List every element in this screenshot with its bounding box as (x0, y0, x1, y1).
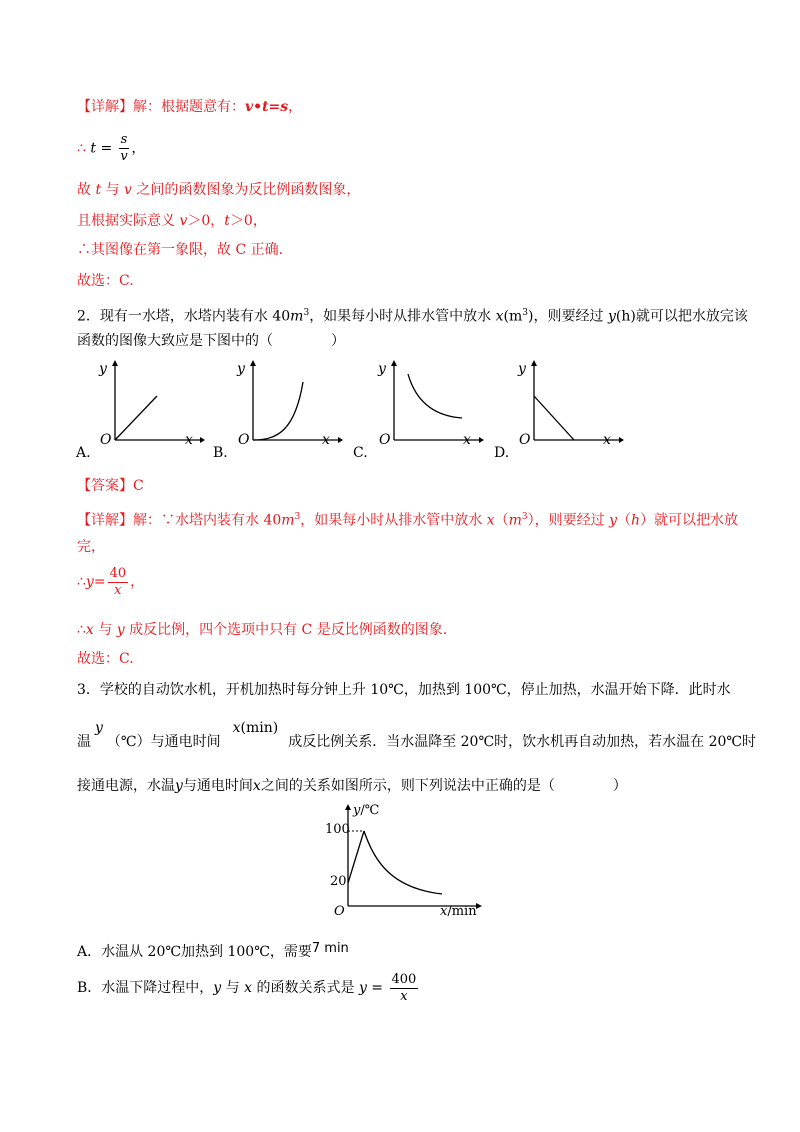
q2-detail-y: y (609, 512, 618, 529)
q3-stem-line2 (77, 714, 756, 754)
q2-frac (108, 566, 129, 599)
q3-line2-y: y (95, 720, 103, 736)
q1-equation: v•t=s (245, 99, 289, 115)
q1-therefore: ∴ (77, 140, 86, 157)
q3-line3-x: x (252, 778, 261, 794)
q2-b-curve (253, 382, 303, 440)
q2-concl-y: y (116, 622, 125, 638)
q1-t-var: t (90, 140, 97, 157)
q3-tick-20: 20 (330, 874, 347, 889)
q2-y-formula (77, 565, 144, 599)
q2-concl-c: 成反比例，四个选项中只有 C 是反比例函数的图象. (124, 622, 448, 638)
q3-y-axis-var: y (353, 803, 361, 818)
q3-option-b-eq: = (366, 980, 388, 996)
q1-line5: ∴其图像在第一象限，故 C 正确. (77, 242, 284, 258)
q2-d-x-label: x (603, 432, 611, 448)
q3-option-b-x: x (244, 980, 253, 996)
q3-line3-end: ） (612, 778, 627, 794)
q2-d-line (534, 396, 574, 440)
q2-conclusion (77, 620, 447, 640)
q2-answer-tag: 【答案】 (77, 478, 133, 494)
q3-x-axis-unit: /min (447, 904, 477, 919)
q3-option-b-frac (390, 972, 419, 1005)
q1-t-formula (77, 132, 145, 165)
q2-frac-after: ， (130, 574, 145, 590)
q2-choose: 故选：C. (77, 651, 134, 667)
q3-y-axis-label (353, 803, 379, 818)
q3-line2-min: (min) (240, 720, 279, 736)
q3-origin: O (334, 904, 345, 919)
q2-b-y-label: y (237, 361, 245, 377)
q2-stem-m: m (290, 308, 304, 325)
q2-stem-line1: 2．现有一水塔，水塔内装有水 $40m^3$，如果每小时从排水管中放水 $x(m^3)$，则要经过 y(h)就可以把水放完该 (77, 308, 748, 325)
q2-d-origin: O (519, 432, 531, 448)
q1-line3-a: 故 (77, 182, 96, 198)
q2-stem-e: (h) (615, 308, 636, 325)
q2-frac-num: 40 (109, 565, 127, 581)
q2-answer-value: C (133, 478, 144, 494)
q3-line3-y: y (175, 778, 183, 794)
q3-option-b-y2: y (358, 980, 367, 996)
q3-tick-100: 100 (325, 822, 350, 837)
q2-stem-x: x (495, 308, 504, 325)
q3-line2-a: 温 (77, 734, 91, 750)
q2-stem-a: 2．现有一水塔，水塔内装有水 40 (77, 308, 291, 325)
q3-y-axis-unit: /℃ (360, 803, 380, 818)
q1-formula-comma: ， (131, 140, 146, 157)
q3-option-a-time: 7 min (311, 941, 349, 956)
q1-line4-t: t (224, 213, 230, 229)
q1-line4 (77, 211, 267, 231)
q1-frac-den: v (120, 149, 128, 164)
q2-concl-a: ∴ (77, 622, 86, 638)
q2-c-origin: O (379, 432, 391, 448)
q1-choose: 故选：C. (77, 273, 134, 289)
q1-line3-t: t (95, 182, 102, 198)
q2-option-d-label: D. (494, 445, 510, 461)
q2-option-a-label: A. (76, 445, 91, 461)
q1-detail-tag: 【详解】 (77, 99, 133, 115)
q2-c-curve (408, 374, 462, 418)
q1-line4-c: ＞0， (229, 213, 267, 229)
q2-stem-c: (m (503, 308, 523, 325)
q2-frac-den: x (114, 582, 122, 598)
q3-option-a (77, 942, 349, 963)
q2-detail-c: （ (494, 512, 509, 529)
q1-frac-num: s (120, 132, 128, 147)
q3-stem-line1: 3．学校的自动饮水机，开机加热时每分钟上升 10℃，加热到 100℃，停止加热，水温开始下降．此时水 (77, 682, 731, 698)
q3-line2-c: 成反比例关系．当水温降至 20℃时，饮水机再自动加热，若水温在 20℃时 (288, 734, 757, 750)
q3-cooling-curve (364, 831, 442, 894)
q1-eq-sign: = (96, 140, 117, 157)
q1-line3 (77, 180, 360, 200)
q2-detail-m: m (281, 512, 295, 529)
q2-a-line (115, 396, 157, 440)
q3-stem-line3 (77, 776, 627, 796)
q2-b-x-label: x (322, 432, 330, 448)
q1-solve-prefix: 解：根据题意有： (133, 99, 245, 115)
q2-concl-x: x (85, 622, 94, 638)
q3-line3-c: 之间的关系如图所示，则下列说法中正确的是（ (260, 778, 555, 794)
q3-option-a-text: A．水温从 20℃加热到 100℃，需要 (77, 944, 312, 960)
q2-detail-line2: 完， (77, 539, 105, 555)
q2-therefore: ∴ (77, 574, 86, 590)
q2-a-origin: O (100, 432, 112, 448)
q2-y-eq: y= (85, 574, 106, 590)
q2-detail-b: ，如果每小时从排水管中放水 (300, 512, 487, 529)
q2-c-y-label: y (378, 361, 386, 377)
q2-detail-e: ），则要经过 (527, 512, 610, 529)
q2-concl-b: 与 (93, 622, 117, 638)
q2-stem-d: )，则要经过 (528, 308, 608, 325)
q2-answer (77, 476, 144, 496)
q1-line4-a: 且根据实际意义 (77, 213, 180, 229)
q2-stem-line2 (77, 331, 345, 351)
q3-option-b-b: 与 (221, 980, 245, 996)
q2-stem-b: ，如果每小时从排水管中放水 (309, 308, 496, 325)
q2-option-b-label: B. (213, 445, 228, 461)
q2-a-y-label: y (99, 361, 107, 377)
q2-detail-d: m (508, 512, 522, 529)
q2-option-c-label: C. (353, 445, 368, 461)
q3-option-b-y: y (213, 980, 222, 996)
q1-line3-b: 与 (101, 182, 124, 198)
q3-line2-x: x (232, 720, 241, 736)
q3-x-axis-var: x (440, 904, 448, 919)
q2-c-x-label: x (463, 432, 471, 448)
q3-option-b-a: B．水温下降过程中， (77, 980, 214, 996)
q1-line4-v: v (179, 213, 188, 229)
q2-detail-tag: 【详解】 (77, 512, 133, 529)
q3-option-b-num: 400 (391, 971, 417, 987)
q2-detail-a: 解：∵水塔内装有水 40 (133, 512, 282, 529)
q2-a-x-label: x (185, 432, 193, 448)
q3-heating-line (348, 831, 364, 883)
q3-option-b-den: x (400, 988, 408, 1004)
q1-comma: ， (288, 99, 303, 115)
q3-x-axis-label (440, 904, 477, 919)
q2-stem-line2-text: 函数的图像大致应是下图中的（ (77, 333, 273, 349)
q2-stem-f: 就可以把水放完该 (635, 308, 748, 325)
q1-line4-b: ＞0， (187, 213, 225, 229)
q2-detail-f: （ (617, 512, 632, 529)
q2-detail-line1: 【详解】解：∵水塔内装有水 $40m^3$，如果每小时从排水管中放水 $x(m^3)$，则要经过 y（h）就可以把水放 (77, 512, 739, 529)
q3-option-b (77, 970, 420, 1006)
q1-detail-line (77, 97, 302, 117)
q2-stem-line2-end: ） (331, 333, 345, 349)
q2-b-origin: O (238, 432, 250, 448)
q2-stem-y: y (607, 308, 616, 325)
q1-line3-v: v (124, 182, 132, 198)
q1-s-over-v (119, 132, 130, 165)
q2-detail-x: x (486, 512, 495, 529)
q3-line3-b: 与通电时间 (182, 778, 253, 794)
q3-option-b-c: 的函数关系式是 (252, 980, 359, 996)
q2-detail-h: h (631, 512, 641, 529)
q2-detail-g: ）就可以把水放 (640, 512, 739, 529)
q3-line3-a: 接通电源，水温 (77, 778, 175, 794)
q2-d-y-label: y (518, 361, 526, 377)
q3-line2-b: （℃）与通电时间 (106, 734, 221, 750)
q1-line3-c: 之间的函数图象为反比例函数图象， (131, 182, 361, 198)
